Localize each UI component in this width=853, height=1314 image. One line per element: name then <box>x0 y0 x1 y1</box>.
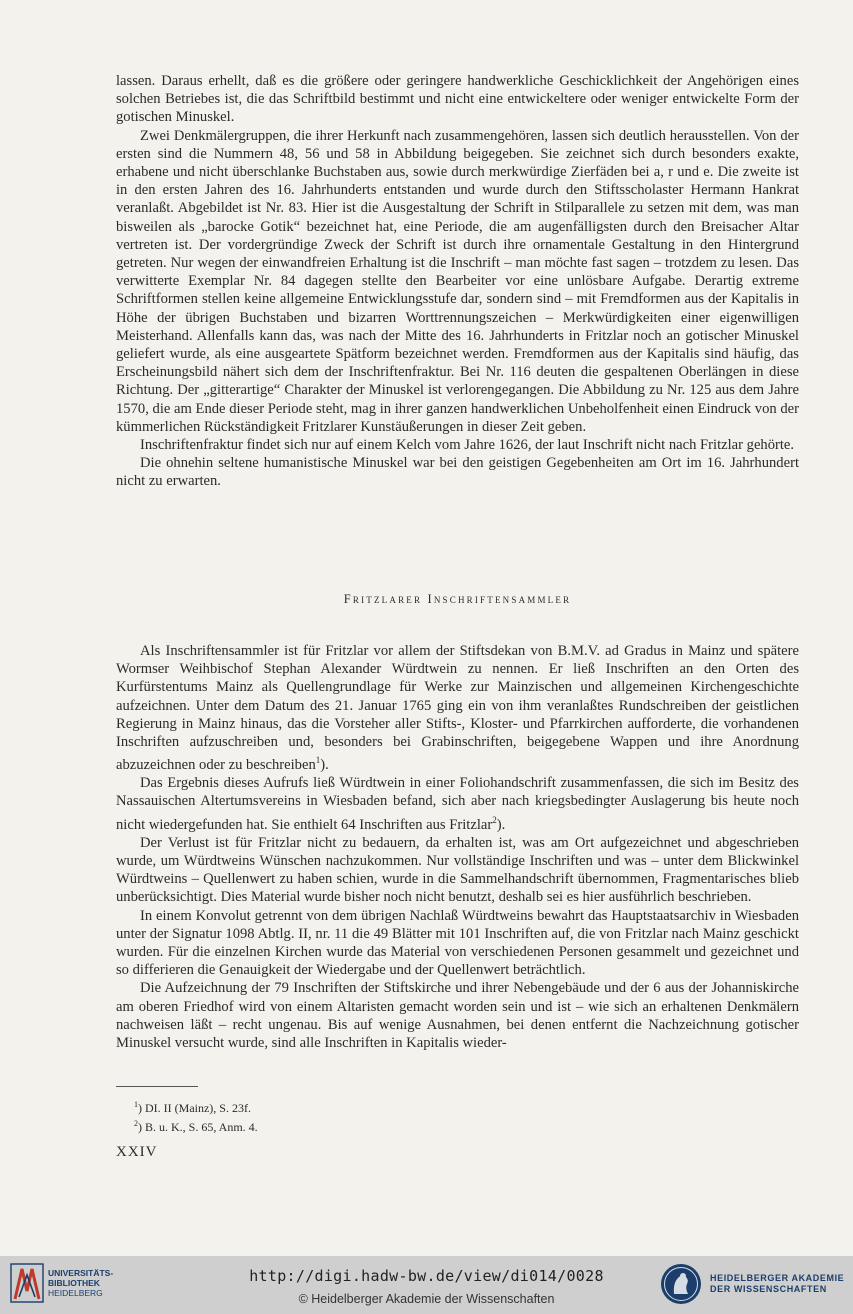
footnote-ref: 2 <box>492 814 497 825</box>
ub-line: BIBLIOTHEK <box>48 1278 100 1288</box>
body-text-section <box>116 642 799 1052</box>
paragraph-end: ). <box>496 816 506 833</box>
paragraph-end: ). <box>320 757 329 774</box>
body-text-top <box>116 72 799 491</box>
ub-line: UNIVERSITÄTS- <box>48 1268 114 1278</box>
paragraph <box>116 642 799 774</box>
paragraph-text: Das Ergebnis dieses Aufrufs ließ Würdtwein in einer Foliohandschrift zusammenfassen, die sich im Besitz des Nassauischen Altertumsvereins in Wiesbaden befand, sich aber nach kriegsbedingter Auslagerung bis heute noch nicht wiedergefunden hat. Sie enthielt 64 Inschriften aus Fritzlar <box>116 775 799 833</box>
footnote-text: ) B. u. K., S. 65, Anm. 4. <box>138 1120 258 1134</box>
ub-line: HEIDELBERG <box>48 1288 103 1298</box>
page-number: XXIV <box>116 1144 158 1160</box>
paragraph <box>116 774 799 833</box>
paragraph: Zwei Denkmälergruppen, die ihrer Herkunft nach zusammengehören, lassen sich deutlich herausstellen. Von der ersten sind die Nummern 48, 56 und 58 in Abbildung beigegeben. Sie zeichnet sich durch besonders exakte, erhabene und nicht überschlanke Buchstaben aus, sowie durch merkwürdige Zierfäden bei a, r und e. Die zweite ist in den ersten Jahren des 16. Jahrhunderts entstanden und wurde durch den Stiftsscholaster Hermann Hankrat veranlaßt. Abgebildet ist Nr. 83. Hier ist die Ausgestaltung der Schrift in Stilparallele zu setzen mit dem, was man bisweilen als „barocke Gotik“ bezeichnet hat, eine Periode, die am augenfälligsten durch den Breisacher Altar vertreten ist. Der vordergründige Zweck der Schrift ist durch ihre ornamentale Gestaltung in den Hintergrund getreten. Nur wegen der einwandfreien Erhaltung ist die Inschrift – man möchte fast sagen – trotzdem zu lesen. Das verwitterte Exemplar Nr. 84 dagegen stellte den Bearbeiter vor eine unlösbare Aufgabe. Derartig extreme Schriftformen stellen keine allgemeine Entwicklungsstufe dar, sondern sind – mit Fremdformen aus der Kapitalis in Höhe der übrigen Buchstaben und bizarren Worttrennungszeichen – Merkwürdigkeiten einer eigenwilligen Meisterhand. Allenfalls kann das, was nach der Mitte des 16. Jahrhunderts in Fritzlar noch an gotischer Minuskel geliefert wurde, als eine ausgeartete Spätform bezeichnet werden. Fremdformen aus der Kapitalis sind häufig, das Erscheinungsbild nähert sich dem der Inschriftenfraktur. Bei Nr. 116 deuten die gespaltenen Oberlängen in diese Richtung. Der „gitterartige“ Charakter der Minuskel ist verlorengegangen. Die Abbildung zu Nr. 125 aus dem Jahre 1570, die am Ende dieser Periode steht, mag in ihrer ganzen handwerklichen Unbeholfenheit einen Eindruck von der kümmerlichen Rückständigkeit Fritzlarer Kunstäußerungen in dieser Zeit geben. <box>116 127 799 435</box>
footnote-mark: 2 <box>134 1119 138 1128</box>
paragraph: Der Verlust ist für Fritzlar nicht zu bedauern, da erhalten ist, was am Ort aufgezeichnet und abgeschrieben wurde, um Würdtweins Wünschen nachzukommen. Nur vollständige Inschriften und was – unter dem Blickwinkel Würdtweins – Quellenwert zu haben schien, wurde in die Sammelhandschrift übernommen, Fragmentarisches blieb unberücksichtigt. Dies Material wurde bisher noch nicht benutzt, deshalb sei es hier ausführlich beschrieben. <box>116 834 799 906</box>
copyright-notice: © Heidelberger Akademie der Wissenschaften <box>298 1292 555 1306</box>
footnote-ref: 1 <box>315 755 321 766</box>
paragraph-text: Als Inschriftensammler ist für Fritzlar vor allem der Stiftsdekan von B.M.V. ad Gradus in Mainz und spätere Wormser Weihbischof Stephan Alexander Würdtwein zu nennen. Er ließ Inschriften an den Orten des Kurfürstentums Mainz als Quellengrundlage für Werke zur Mainzischen und allgemeinen Kirchengeschichte aufzeichnen. Unter dem Datum des 21. Januar 1765 ging ein von ihm veranlaßtes Rundschreiben der geistlichen Regierung in Mainz hinaus, das die Vorsteher aller Stifts-, Kloster- und Pfarrkirchen aufforderte, die vorhandenen Inschriften aufzuschreiben und, besonders bei Grabinschriften, beigegebene Wappen und ihre Anordnung abzuzeichnen oder zu beschreiben <box>116 643 799 774</box>
paragraph: Die Aufzeichnung der 79 Inschriften der Stiftskirche und ihrer Nebengebäude und der 6 aus der Johanniskirche am oberen Friedhof wird von einem Altaristen gemacht worden sein und ist – wie sich an erhaltenen Denkmälern nachweisen läßt – recht ungenau. Bis auf wenige Ausnahmen, bei denen entfernt die Nachzeichnung gotischer Minuskel versucht wurde, sind alle Inschriften in Kapitalis wieder- <box>116 980 799 1051</box>
permalink-url[interactable]: http://digi.hadw-bw.de/view/di014/0028 <box>249 1267 604 1285</box>
footnote-1 <box>134 1097 258 1116</box>
academy-line: DER WISSENSCHAFTEN <box>710 1284 827 1294</box>
academy-seal-icon[interactable] <box>659 1261 703 1307</box>
viewer-footer <box>0 1256 853 1314</box>
section-heading: Fritzlarer Inschriftensammler <box>343 592 572 606</box>
footnote-text: ) DI. II (Mainz), S. 23f. <box>138 1101 251 1115</box>
footnote-mark: 1 <box>134 1100 138 1109</box>
paragraph: lassen. Daraus erhellt, daß es die größere oder geringere handwerkliche Geschicklichkeit der Angehörigen eines solchen Betriebes ist, die das Schriftbild bestimmt und nicht eine entwickeltere oder weniger entwickelte Form der gotischen Minuskel. <box>116 73 799 126</box>
academy-line: HEIDELBERGER AKADEMIE <box>710 1273 845 1283</box>
academy-name[interactable] <box>710 1273 844 1295</box>
paragraph: In einem Konvolut getrennt von dem übrigen Nachlaß Würdtweins bewahrt das Hauptstaatsarchiv in Wiesbaden unter der Signatur 1098 Abtlg. II, nr. 11 die 49 Blätter mit 101 Inschriften auf, die von Fritzlar nach Mainz geschickt wurden. Für die einzelnen Kirchen wurde das Material von verschiedenen Personen gesammelt und gezeichnet und so differieren die Genauigkeit der Wiedergabe und der Quellenwert beträchtlich. <box>116 907 799 979</box>
paragraph: Inschriftenfraktur findet sich nur auf einem Kelch vom Jahre 1626, der laut Inschrift nicht nach Fritzlar gehörte. <box>140 437 795 454</box>
footnote-divider <box>116 1086 198 1087</box>
footnotes <box>134 1097 258 1135</box>
paragraph: Die ohnehin seltene humanistische Minuskel war bei den geistigen Gegebenheiten am Ort im 16. Jahrhundert nicht zu erwarten. <box>116 455 799 490</box>
footnote-2 <box>134 1116 258 1135</box>
